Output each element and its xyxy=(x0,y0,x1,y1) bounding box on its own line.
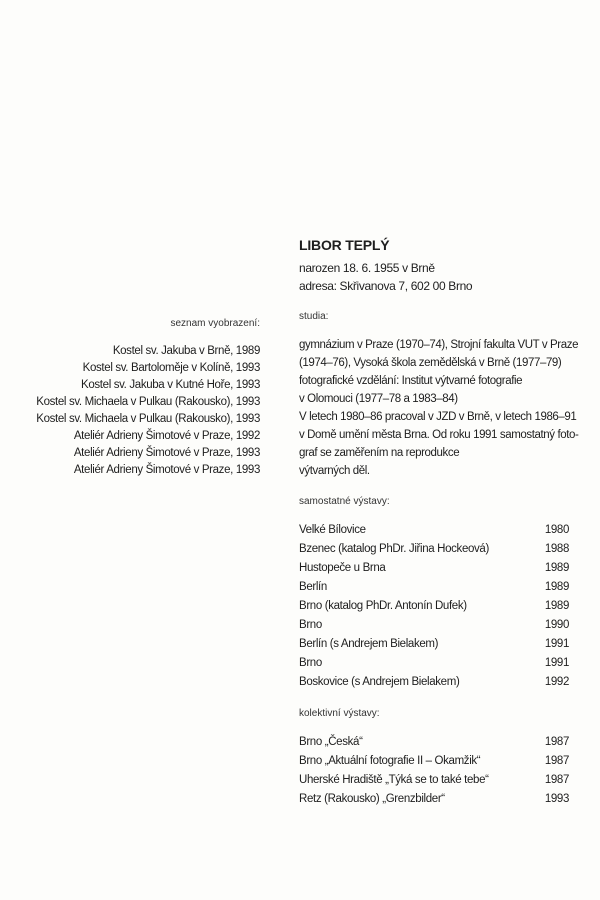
exhibition-row xyxy=(299,616,569,635)
artist-name: LIBOR TEPLÝ xyxy=(299,237,390,253)
exhibition-title: Brno xyxy=(299,657,322,669)
exhibition-row xyxy=(299,597,569,616)
studia-line: fotografické vzdělání: Institut výtvarné fotografie xyxy=(299,375,523,387)
exhibition-row xyxy=(299,521,569,540)
exhibition-row xyxy=(299,540,569,559)
exhibition-year: 1989 xyxy=(544,600,569,612)
studia-line: v Domě umění města Brna. Od roku 1991 samostatný foto- xyxy=(299,429,579,441)
exhibition-row xyxy=(299,752,569,771)
exhibition-row xyxy=(299,673,569,692)
exhibition-year: 1987 xyxy=(544,755,569,767)
solo-exhibitions-label: samostatné výstavy: xyxy=(299,496,390,507)
exhibition-title: Hustopeče u Brna xyxy=(299,562,386,574)
exhibition-title: Uherské Hradiště „Týká se to také tebe“ xyxy=(299,774,489,786)
exhibition-year: 1993 xyxy=(544,793,569,805)
exhibition-row xyxy=(299,578,569,597)
exhibition-title: Brno „Aktuální fotografie II – Okamžik“ xyxy=(299,755,481,767)
exhibition-year: 1989 xyxy=(544,562,569,574)
exhibition-row xyxy=(299,733,569,752)
studia-line: gymnázium v Praze (1970–74), Strojní fakulta VUT v Praze xyxy=(299,339,579,351)
solo-exhibitions-list xyxy=(299,521,569,692)
exhibition-year: 1991 xyxy=(544,657,569,669)
exhibition-title: Brno (katalog PhDr. Antonín Dufek) xyxy=(299,600,467,612)
illustration-item: Kostel sv. Michaela v Pulkau (Rakousko), 1993 xyxy=(36,396,260,408)
studia-line: výtvarných děl. xyxy=(299,465,370,477)
illustration-item: Ateliér Adrieny Šimotové v Praze, 1992 xyxy=(73,430,260,442)
illustration-item: Ateliér Adrieny Šimotové v Praze, 1993 xyxy=(73,447,260,459)
illustration-item: Ateliér Adrieny Šimotové v Praze, 1993 xyxy=(73,464,260,476)
exhibition-title: Velké Bílovice xyxy=(299,524,366,536)
exhibition-year: 1990 xyxy=(544,619,569,631)
studia-line: V letech 1980–86 pracoval v JZD v Brně, v letech 1986–91 xyxy=(299,411,577,423)
exhibition-title: Brno xyxy=(299,619,322,631)
illustrations-list xyxy=(10,318,260,479)
exhibition-title: Retz (Rakousko) „Grenzbilder“ xyxy=(299,793,445,805)
group-exhibitions-list xyxy=(299,733,569,809)
exhibition-year: 1992 xyxy=(544,676,569,688)
group-exhibitions-label: kolektivní výstavy: xyxy=(299,708,380,719)
exhibition-year: 1988 xyxy=(544,543,569,555)
exhibition-row xyxy=(299,635,569,654)
studia-line: v Olomouci (1977–78 a 1983–84) xyxy=(299,393,458,405)
exhibition-row xyxy=(299,771,569,790)
exhibition-year: 1991 xyxy=(544,638,569,650)
exhibition-title: Brno „Česká“ xyxy=(299,736,363,748)
studia-label: studia: xyxy=(299,311,329,322)
exhibition-year: 1987 xyxy=(544,736,569,748)
exhibition-year: 1980 xyxy=(544,524,569,536)
exhibition-year: 1989 xyxy=(544,581,569,593)
exhibition-year: 1987 xyxy=(544,774,569,786)
birth-info: narozen 18. 6. 1955 v Brně xyxy=(299,261,435,275)
studia-line: graf se zaměřením na reprodukce xyxy=(299,447,460,459)
exhibition-row xyxy=(299,559,569,578)
exhibition-row xyxy=(299,790,569,809)
biography-column xyxy=(299,237,579,809)
exhibition-title: Berlín xyxy=(299,581,327,593)
exhibition-title: Boskovice (s Andrejem Bielakem) xyxy=(299,676,460,688)
address-info: adresa: Skřivanova 7, 602 00 Brno xyxy=(299,279,473,293)
exhibition-row xyxy=(299,654,569,673)
illustrations-label: seznam vyobrazení: xyxy=(170,318,260,329)
exhibition-title: Berlín (s Andrejem Bielakem) xyxy=(299,638,439,650)
illustration-item: Kostel sv. Bartoloměje v Kolíně, 1993 xyxy=(82,362,260,374)
illustration-item: Kostel sv. Jakuba v Brně, 1989 xyxy=(112,345,260,357)
illustration-item: Kostel sv. Michaela v Pulkau (Rakousko), 1993 xyxy=(36,413,260,425)
studia-text xyxy=(299,336,579,480)
studia-line: (1974–76), Vysoká škola zemědělská v Brně (1977–79) xyxy=(299,357,562,369)
illustration-item: Kostel sv. Jakuba v Kutné Hoře, 1993 xyxy=(81,379,260,391)
exhibition-title: Bzenec (katalog PhDr. Jiřina Hockeová) xyxy=(299,543,489,555)
